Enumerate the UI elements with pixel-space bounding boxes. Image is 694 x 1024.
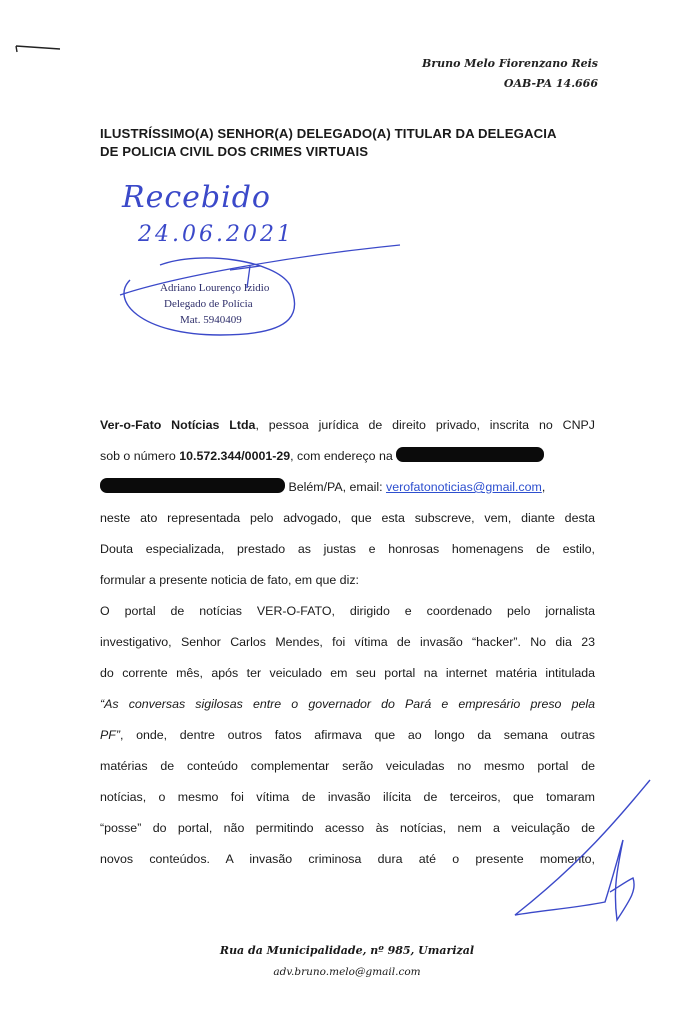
body-line-15: novos conteúdos. A invasão criminosa dura até o presente momento, [100,852,595,866]
handwritten-received: Recebido [122,180,271,215]
footer-address: Rua da Municipalidade, nº 985, Umarizal [219,944,475,957]
body-line-13: notícias, o mesmo foi vítima de invasão ilícita de terceiros, que tomaram [100,790,595,804]
footer-email: adv.bruno.melo@gmail.com [273,966,421,978]
received-stamp [100,170,410,360]
email-link[interactable]: verofatonoticias@gmail.com [386,480,542,494]
article-title-end: PF” [100,728,120,742]
letterhead-name: Bruno Melo Fiorenzano Reis [422,57,598,70]
body-line-3 [100,476,595,507]
cnpj-number: 10.572.344/0001-29 [179,449,291,463]
body-line-2 [100,445,595,476]
stamp-officer-role: Delegado de Polícia [164,298,253,310]
redacted-address-part-2 [100,478,285,493]
stamp-officer-name: Adriano Lourenço Izidio [160,282,270,294]
stamp-registration: Mat. 5940409 [180,314,242,326]
body-text-fragment: , [541,480,546,494]
body-text-fragment: , pessoa jurídica de direito privado, inscrita no CNPJ [255,418,595,432]
body-line-10: “As conversas sigilosas entre o governador do Pará e empresário preso pela [100,697,595,711]
company-name: Ver-o-Fato Notícias Ltda [100,418,256,432]
body-line-6: formular a presente noticia de fato, em que diz: [100,573,359,587]
document-title [100,125,620,161]
body-text-fragment: , com endereço na [290,449,393,463]
title-line-2: DE POLICIA CIVIL DOS CRIMES VIRTUAIS [100,144,369,159]
body-line-7: O portal de notícias VER-O-FATO, dirigido e coordenado pelo jornalista [100,604,595,618]
body-line-9: do corrente mês, após ter veiculado em seu portal na internet matéria intitulada [100,666,595,680]
title-line-1: ILUSTRÍSSIMO(A) SENHOR(A) DELEGADO(A) TITULAR DA DELEGACIA [100,126,557,141]
body-line-12: matérias de conteúdo complementar serão veiculadas no mesmo portal de [100,759,595,773]
body-text-fragment: Belém/PA, email: [285,480,386,494]
handwritten-signature [505,770,655,930]
body-text-fragment: sob o número [100,449,180,463]
body-line-5: Douta especializada, prestado as justas e honrosas homenagens de estilo, [100,542,595,556]
body-line-11 [100,724,595,755]
body-line-14: “posse” do portal, não permitindo acesso às notícias, nem a veiculação de [100,821,595,835]
letterhead-oab: OAB-PA 14.666 [503,77,598,90]
body-text-fragment: , onde, dentre outros fatos afirmava que ao longo da semana outras [119,728,595,742]
body-line-8: investigativo, Senhor Carlos Mendes, foi vítima de invasão “hacker”. No dia 23 [100,635,595,649]
body-line-4: neste ato representada pelo advogado, que esta subscreve, vem, diante desta [100,511,595,525]
redacted-address-part-1 [396,447,544,462]
body-line-1 [100,414,595,445]
handwritten-date: 24.06.2021 [138,222,294,247]
corner-mark [14,40,64,54]
